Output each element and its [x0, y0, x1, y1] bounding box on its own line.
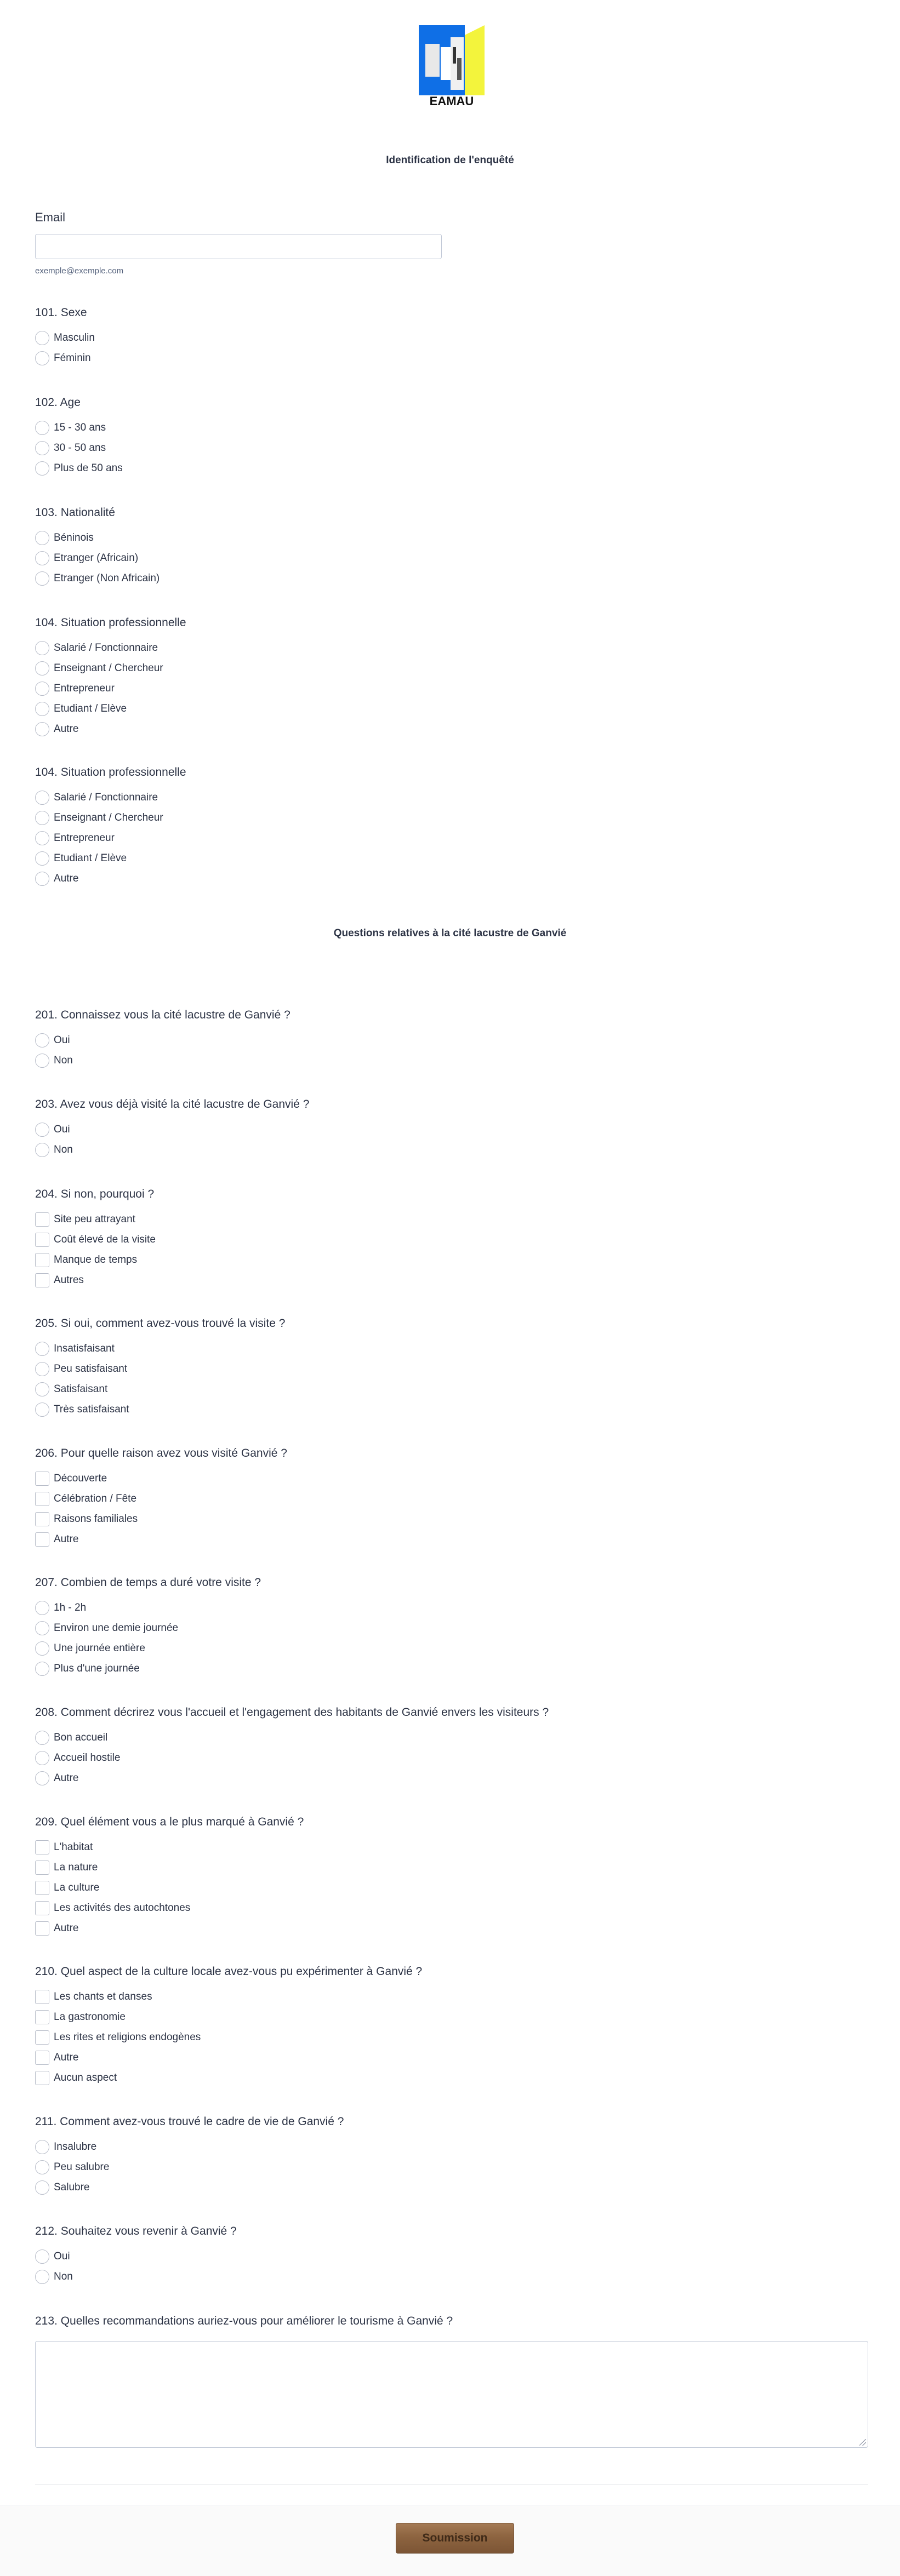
- question-title: 104. Situation professionnelle: [35, 766, 186, 778]
- question-title: 205. Si oui, comment avez-vous trouvé la visite ?: [35, 1317, 286, 1330]
- option[interactable]: [35, 2047, 868, 2068]
- radio-button[interactable]: [35, 2140, 49, 2154]
- radio-button[interactable]: [35, 722, 49, 736]
- option-label: La culture: [54, 1881, 100, 1893]
- radio-button[interactable]: [35, 2180, 49, 2195]
- radio-button[interactable]: [35, 872, 49, 886]
- checkbox[interactable]: [35, 1472, 49, 1486]
- option[interactable]: [35, 1638, 868, 1658]
- option[interactable]: [35, 678, 868, 699]
- option-label: Peu salubre: [54, 2161, 110, 2173]
- option-label: Entrepreneur: [54, 682, 115, 694]
- option[interactable]: [35, 2137, 868, 2157]
- option[interactable]: [35, 1209, 868, 1229]
- radio-button[interactable]: [35, 851, 49, 866]
- option-label: Béninois: [54, 531, 94, 543]
- radio-button[interactable]: [35, 1771, 49, 1785]
- option-label: Oui: [54, 2250, 70, 2262]
- option-label: Oui: [54, 1123, 70, 1135]
- option[interactable]: [35, 568, 868, 588]
- option-label: Site peu attrayant: [54, 1213, 135, 1225]
- radio-button[interactable]: [35, 1143, 49, 1157]
- radio-button[interactable]: [35, 551, 49, 565]
- option-label: Autre: [54, 872, 79, 884]
- question-211: [35, 2114, 868, 2197]
- divider: [35, 2484, 868, 2485]
- checkbox[interactable]: [35, 1273, 49, 1287]
- question-207: [35, 1575, 868, 1679]
- option[interactable]: [35, 1618, 868, 1638]
- option[interactable]: [35, 787, 868, 808]
- option[interactable]: [35, 638, 868, 658]
- radio-button[interactable]: [35, 1731, 49, 1745]
- question-102: [35, 394, 868, 478]
- checkbox[interactable]: [35, 1233, 49, 1247]
- question-title: 203. Avez vous déjà visité la cité lacustre de Ganvié ?: [35, 1098, 310, 1110]
- option[interactable]: [35, 2007, 868, 2027]
- section-heading-identification: Identification de l'enquêté: [386, 154, 514, 166]
- question-title: 104. Situation professionnelle: [35, 616, 186, 629]
- option[interactable]: [35, 2027, 868, 2047]
- option-label: Une journée entière: [54, 1642, 145, 1654]
- question-209: [35, 1814, 868, 1938]
- option-label: Les chants et danses: [54, 1990, 152, 2002]
- option-label: Etudiant / Elève: [54, 852, 127, 864]
- radio-button[interactable]: [35, 1751, 49, 1765]
- option[interactable]: [35, 2266, 868, 2287]
- radio-button[interactable]: [35, 831, 49, 845]
- question-213: [35, 2313, 868, 2329]
- option[interactable]: [35, 1489, 868, 1509]
- option-label: Raisons familiales: [54, 1513, 138, 1525]
- eamau-logo: [419, 25, 485, 107]
- radio-button[interactable]: [35, 1342, 49, 1356]
- option-label: Entrepreneur: [54, 832, 115, 844]
- question-title: 213. Quelles recommandations auriez-vous pour améliorer le tourisme à Ganvié ?: [35, 2315, 453, 2327]
- question-title: 210. Quel aspect de la culture locale avez-vous pu expérimenter à Ganvié ?: [35, 1965, 423, 1978]
- option-label: Autre: [54, 1922, 79, 1934]
- question-103: [35, 505, 868, 588]
- question-title: 208. Comment décrirez vous l'accueil et l'engagement des habitants de Ganvié envers les visiteurs ?: [35, 1706, 549, 1719]
- option[interactable]: [35, 1857, 868, 1877]
- option-label: Oui: [54, 1034, 70, 1046]
- option-label: Environ une demie journée: [54, 1622, 179, 1634]
- checkbox[interactable]: [35, 1990, 49, 2004]
- option[interactable]: [35, 1748, 868, 1768]
- radio-button[interactable]: [35, 682, 49, 696]
- option[interactable]: [35, 1338, 868, 1359]
- logo-text: EAMAU: [429, 94, 474, 107]
- option-label: Bon accueil: [54, 1731, 108, 1743]
- question-title: 209. Quel élément vous a le plus marqué à Ganvié ?: [35, 1816, 304, 1828]
- radio-button[interactable]: [35, 791, 49, 805]
- option[interactable]: [35, 828, 868, 848]
- option[interactable]: [35, 1598, 868, 1618]
- option[interactable]: [35, 699, 868, 719]
- option-label: Autre: [54, 1772, 79, 1784]
- option-label: Salubre: [54, 2181, 90, 2193]
- option[interactable]: [35, 848, 868, 868]
- option[interactable]: [35, 548, 868, 568]
- option-label: Autre: [54, 1533, 79, 1545]
- radio-button[interactable]: [35, 2270, 49, 2284]
- checkbox[interactable]: [35, 2010, 49, 2024]
- option[interactable]: [35, 1987, 868, 2007]
- option-label: La nature: [54, 1861, 98, 1873]
- option-label: Peu satisfaisant: [54, 1363, 128, 1375]
- option[interactable]: [35, 808, 868, 828]
- option-label: Plus de 50 ans: [54, 462, 123, 474]
- checkbox[interactable]: [35, 1921, 49, 1936]
- option-label: Enseignant / Chercheur: [54, 662, 163, 674]
- option-label: Féminin: [54, 352, 91, 364]
- question-title: 201. Connaissez vous la cité lacustre de Ganvié ?: [35, 1009, 290, 1021]
- radio-button[interactable]: [35, 441, 49, 455]
- option[interactable]: [35, 1727, 868, 1748]
- question-212: [35, 2223, 868, 2287]
- question-206: [35, 1445, 868, 1549]
- option[interactable]: [35, 1379, 868, 1399]
- option-label: Etudiant / Elève: [54, 702, 127, 714]
- option[interactable]: [35, 1509, 868, 1529]
- checkbox[interactable]: [35, 1492, 49, 1506]
- option[interactable]: [35, 528, 868, 548]
- option-label: Insatisfaisant: [54, 1342, 115, 1354]
- question-205: [35, 1315, 868, 1419]
- option[interactable]: [35, 1229, 868, 1250]
- option[interactable]: [35, 438, 868, 458]
- radio-button[interactable]: [35, 1362, 49, 1376]
- checkbox[interactable]: [35, 1532, 49, 1547]
- option[interactable]: [35, 1468, 868, 1489]
- option-label: Etranger (Africain): [54, 552, 139, 564]
- checkbox[interactable]: [35, 1253, 49, 1267]
- checkbox[interactable]: [35, 2051, 49, 2065]
- option-label: Autres: [54, 1274, 84, 1286]
- question-title: 204. Si non, pourquoi ?: [35, 1188, 155, 1200]
- option[interactable]: [35, 417, 868, 438]
- email-input[interactable]: [35, 234, 442, 259]
- option[interactable]: [35, 1918, 868, 1938]
- option[interactable]: [35, 348, 868, 368]
- option[interactable]: [35, 2068, 868, 2088]
- option[interactable]: [35, 868, 868, 889]
- checkbox[interactable]: [35, 1840, 49, 1854]
- option[interactable]: [35, 1050, 868, 1071]
- question-title: 211. Comment avez-vous trouvé le cadre de vie de Ganvié ?: [35, 2115, 344, 2128]
- radio-button[interactable]: [35, 461, 49, 476]
- checkbox[interactable]: [35, 1512, 49, 1526]
- radio-button[interactable]: [35, 1601, 49, 1615]
- question-title: 207. Combien de temps a duré votre visite ?: [35, 1576, 261, 1589]
- question-title: 101. Sexe: [35, 306, 87, 319]
- option[interactable]: [35, 2246, 868, 2266]
- question-title: 212. Souhaitez vous revenir à Ganvié ?: [35, 2225, 237, 2237]
- option-label: Masculin: [54, 331, 95, 344]
- option-label: 1h - 2h: [54, 1601, 87, 1613]
- option[interactable]: [35, 1030, 868, 1050]
- option[interactable]: [35, 1119, 868, 1140]
- option-label: La gastronomie: [54, 2011, 126, 2023]
- option-label: Les activités des autochtones: [54, 1902, 191, 1914]
- checkbox[interactable]: [35, 1861, 49, 1875]
- submit-button[interactable]: Soumission: [396, 2523, 514, 2554]
- radio-button[interactable]: [35, 641, 49, 655]
- option[interactable]: [35, 458, 868, 478]
- radio-button[interactable]: [35, 1382, 49, 1396]
- option-label: 15 - 30 ans: [54, 421, 106, 433]
- option-label: Non: [54, 1143, 73, 1155]
- option[interactable]: [35, 328, 868, 348]
- option-label: Enseignant / Chercheur: [54, 811, 163, 823]
- radio-button[interactable]: [35, 331, 49, 345]
- option[interactable]: [35, 1529, 868, 1549]
- checkbox[interactable]: [35, 1212, 49, 1227]
- radio-button[interactable]: [35, 1403, 49, 1417]
- option-label: Coût élevé de la visite: [54, 1233, 156, 1245]
- checkbox[interactable]: [35, 1881, 49, 1895]
- radio-button[interactable]: [35, 531, 49, 545]
- option-label: Insalubre: [54, 2140, 97, 2153]
- question-104: [35, 615, 868, 739]
- option-label: Autre: [54, 723, 79, 735]
- question-201: [35, 1007, 868, 1071]
- option[interactable]: [35, 1250, 868, 1270]
- option-label: Découverte: [54, 1472, 107, 1484]
- option[interactable]: [35, 1399, 868, 1419]
- radio-button[interactable]: [35, 571, 49, 586]
- radio-button[interactable]: [35, 1621, 49, 1635]
- option-label: Accueil hostile: [54, 1751, 121, 1764]
- question-104-duplicate: [35, 764, 868, 889]
- option[interactable]: [35, 2157, 868, 2177]
- option-label: Etranger (Non Africain): [54, 572, 160, 584]
- option[interactable]: [35, 658, 868, 678]
- option-label: Célébration / Fête: [54, 1492, 137, 1504]
- question-208: [35, 1704, 868, 1788]
- question-210: [35, 1964, 868, 2088]
- question-204: [35, 1186, 868, 1290]
- option[interactable]: [35, 1837, 868, 1857]
- question-title: 103. Nationalité: [35, 506, 115, 519]
- option-label: 30 - 50 ans: [54, 442, 106, 454]
- email-sublabel: exemple@exemple.com: [35, 266, 124, 276]
- option-label: Salarié / Fonctionnaire: [54, 791, 158, 803]
- radio-button[interactable]: [35, 2249, 49, 2264]
- option[interactable]: [35, 1768, 868, 1788]
- checkbox[interactable]: [35, 2030, 49, 2045]
- option[interactable]: [35, 1270, 868, 1290]
- question-101: [35, 305, 868, 368]
- option[interactable]: [35, 1877, 868, 1898]
- option-label: Autre: [54, 2051, 79, 2063]
- option[interactable]: [35, 719, 868, 739]
- radio-button[interactable]: [35, 1054, 49, 1068]
- option-label: Les rites et religions endogènes: [54, 2031, 201, 2043]
- option-label: Manque de temps: [54, 1253, 138, 1266]
- question-203: [35, 1096, 868, 1160]
- option[interactable]: [35, 1898, 868, 1918]
- radio-button[interactable]: [35, 1033, 49, 1047]
- checkbox[interactable]: [35, 2071, 49, 2085]
- option[interactable]: [35, 1140, 868, 1160]
- option-label: Non: [54, 2270, 73, 2282]
- option-label: Satisfaisant: [54, 1383, 108, 1395]
- radio-button[interactable]: [35, 421, 49, 435]
- option-label: L'habitat: [54, 1841, 93, 1853]
- option-label: Plus d'une journée: [54, 1662, 140, 1674]
- option-label: Très satisfaisant: [54, 1403, 129, 1415]
- option-label: Salarié / Fonctionnaire: [54, 642, 158, 654]
- radio-button[interactable]: [35, 2160, 49, 2174]
- option[interactable]: [35, 2177, 868, 2197]
- option-label: Aucun aspect: [54, 2071, 117, 2083]
- radio-button[interactable]: [35, 1641, 49, 1656]
- question-title: 102. Age: [35, 396, 81, 409]
- question-title: 206. Pour quelle raison avez vous visité Ganvié ?: [35, 1447, 287, 1459]
- option[interactable]: [35, 1359, 868, 1379]
- resize-handle[interactable]: [859, 2439, 866, 2446]
- option[interactable]: [35, 1658, 868, 1679]
- radio-button[interactable]: [35, 811, 49, 825]
- radio-button[interactable]: [35, 702, 49, 716]
- radio-button[interactable]: [35, 351, 49, 365]
- email-label: Email: [35, 210, 66, 224]
- section-heading-ganvie: Questions relatives à la cité lacustre de Ganvié: [333, 928, 567, 939]
- option-label: Non: [54, 1054, 73, 1066]
- radio-button[interactable]: [35, 661, 49, 676]
- radio-button[interactable]: [35, 1662, 49, 1676]
- radio-button[interactable]: [35, 1123, 49, 1137]
- checkbox[interactable]: [35, 1901, 49, 1915]
- recommendations-textarea[interactable]: [35, 2341, 868, 2448]
